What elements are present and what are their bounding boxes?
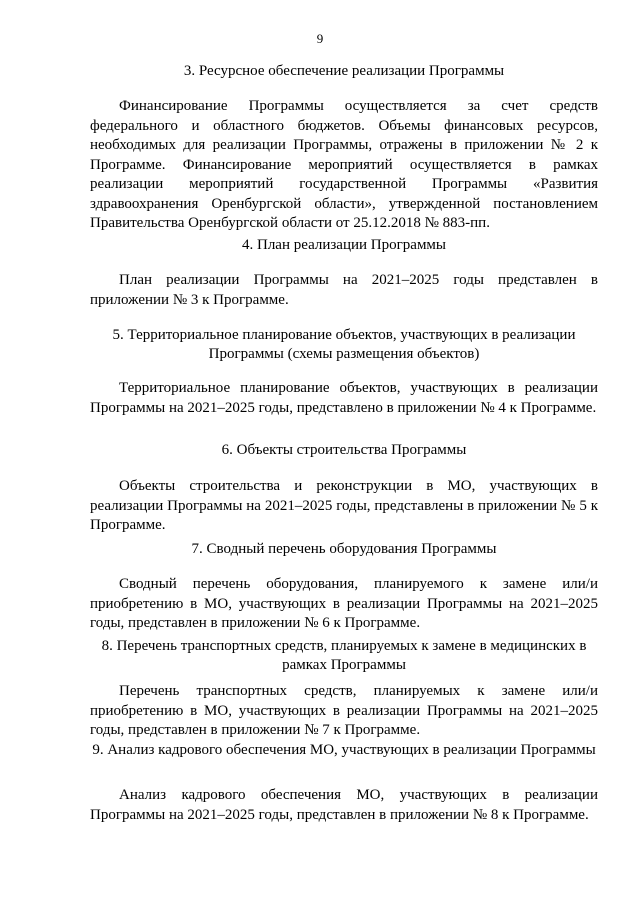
section-4-heading: 4. План реализации Программы bbox=[241, 237, 447, 253]
section-5-paragraph: Территориальное планирование объектов, участвующих в реализации Программы на 2021–2025 годы, представлено в приложении № 4 к Программе. bbox=[90, 380, 598, 416]
section-3-paragraph: Финансирование Программы осуществляется за счет средств федерального и областного бюджетов. Объемы финансовых ресурсов, необходимых для реализации Программы, отражены в приложении № 2 к Программе. Финансирование мероприятий осуществляется в рамках реализации мероприятий государственной Программы «Развития здравоохранения Оренбургской области», утвержденной постановлением Правительства Оренбургской области от 25.12.2018 № 883-пп. bbox=[90, 98, 598, 231]
section-6-heading: 6. Объекты строительства Программы bbox=[221, 442, 467, 458]
section-5-heading: 5. Территориальное планирование объектов, участвующих в реализации Программы (схемы размещения объектов) bbox=[112, 327, 576, 362]
section-6-paragraph: Объекты строительства и реконструкции в МО, участвующих в реализации Программы на 2021–2025 годы, представлены в приложении № 5 к Программе. bbox=[90, 478, 598, 533]
page-number: 9 bbox=[316, 31, 324, 46]
section-3-heading: 3. Ресурсное обеспечение реализации Программы bbox=[183, 63, 505, 79]
section-4-paragraph: План реализации Программы на 2021–2025 годы представлен в приложении № 3 к Программе. bbox=[90, 272, 598, 308]
section-8-heading: 8. Перечень транспортных средств, планируемых к замене в медицинских в рамках Программы bbox=[101, 638, 587, 673]
section-8-paragraph: Перечень транспортных средств, планируемых к замене или/и приобретению в МО, участвующих в реализации Программы на 2021–2025 годы, представлен в приложении № 7 к Программе. bbox=[90, 683, 598, 738]
section-9-paragraph: Анализ кадрового обеспечения МО, участвующих в реализации Программы на 2021–2025 годы, представлен в приложении № 8 к Программе. bbox=[90, 787, 598, 823]
section-7-heading: 7. Сводный перечень оборудования Программы bbox=[191, 541, 497, 557]
section-7-paragraph: Сводный перечень оборудования, планируемого к замене или/и приобретению в МО, участвующих в реализации Программы на 2021–2025 годы, представлен в приложении № 6 к Программе. bbox=[90, 576, 598, 631]
section-9-heading: 9. Анализ кадрового обеспечения МО, участвующих в реализации Программы bbox=[92, 742, 596, 758]
